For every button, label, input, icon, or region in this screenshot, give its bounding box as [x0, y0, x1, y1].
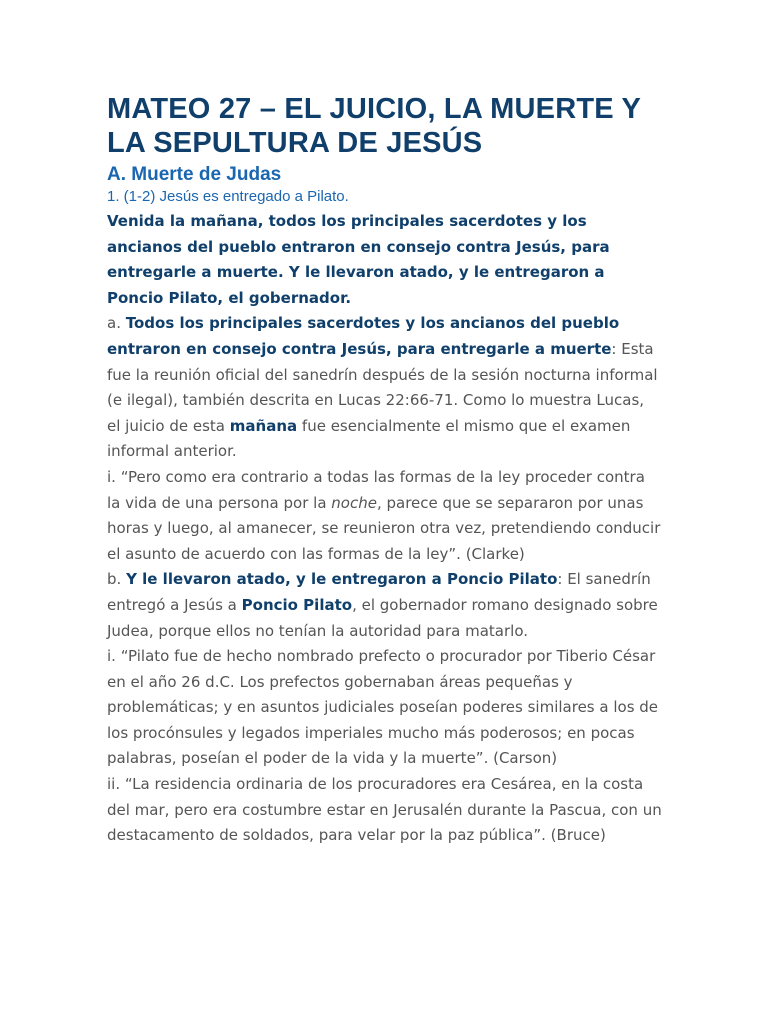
page-title: MATEO 27 – EL JUICIO, LA MUERTE Y LA SEPULTURA DE JESÚS: [107, 93, 641, 159]
paragraph-a: [107, 311, 662, 465]
paragraph-b-prefix: b.: [107, 570, 127, 589]
subtitle-heading: A. Muerte de Judas: [107, 164, 282, 185]
paragraph-b-text-2: , el gobernador romano designado sobre Judea, porque ellos no tenían la autoridad para matarlo.: [107, 595, 658, 640]
paragraph-a-text-2: fue esencialmente el mismo que el examen informal anterior.: [107, 416, 631, 461]
paragraph-a-i: [107, 465, 662, 567]
paragraph-a-prefix: a.: [107, 314, 126, 333]
paragraph-a-highlight: Todos los principales sacerdotes y los ancianos del pueblo entraron en consejo contra Jesús, para entregarle a muerte: [107, 314, 620, 358]
paragraph-a-i-text-1: i. “Pero como era contrario a todas las formas de la ley proceder contra la vida de una persona por la: [107, 467, 645, 512]
verse-text: Venida la mañana, todos los principales sacerdotes y los ancianos del pueblo entraron en consejo contra Jesús, para entregarle a muerte. Y le llevaron atado, y le entregaron a Poncio Pilato, el gobernador.: [107, 212, 610, 307]
paragraph-a-text-1: Esta fue la reunión oficial del sanedrín después de la sesión nocturna informal (e ilegal), también descrita en Lucas 22:66-71. Como lo muestra Lucas, el juicio de esta: [107, 339, 658, 435]
paragraph-a-word: mañana: [229, 416, 298, 435]
paragraph-a-colon: :: [611, 339, 617, 358]
paragraph-a-i-italic: noche: [331, 493, 377, 512]
paragraph-b-text-1: : El sanedrín entregó a Jesús a: [107, 570, 651, 614]
paragraph-b-highlight: Y le llevaron atado, y le entregaron a Poncio Pilato: [126, 570, 558, 589]
paragraph-b-word: Poncio Pilato: [241, 595, 353, 614]
paragraph-b: [107, 567, 662, 644]
paragraph-a-i-text-2: , parece que se separaron por unas horas y luego, al amanecer, se reunieron otra vez, pretendiendo conducir el asunto de acuerdo con las formas de la ley”. (Clarke): [107, 493, 661, 563]
paragraph-b-ii: ii. “La residencia ordinaria de los procuradores era Cesárea, en la costa del mar, pero era costumbre estar en Jerusalén durante la Pascua, con un destacamento de soldados, para velar por la paz pública”. (Bruce): [107, 775, 662, 845]
section-heading: 1. (1-2) Jesús es entregado a Pilato.: [107, 188, 349, 205]
paragraph-b-i: i. “Pilato fue de hecho nombrado prefecto o procurador por Tiberio César en el año 26 d.C. Los prefectos gobernaban áreas pequeñas y problemáticas; y en asuntos judiciales poseían poderes similares a los de los procónsules y legados imperiales mucho más poderosos; en pocas palabras, poseían el poder de la vida y la muerte”. (Carson): [107, 647, 659, 768]
